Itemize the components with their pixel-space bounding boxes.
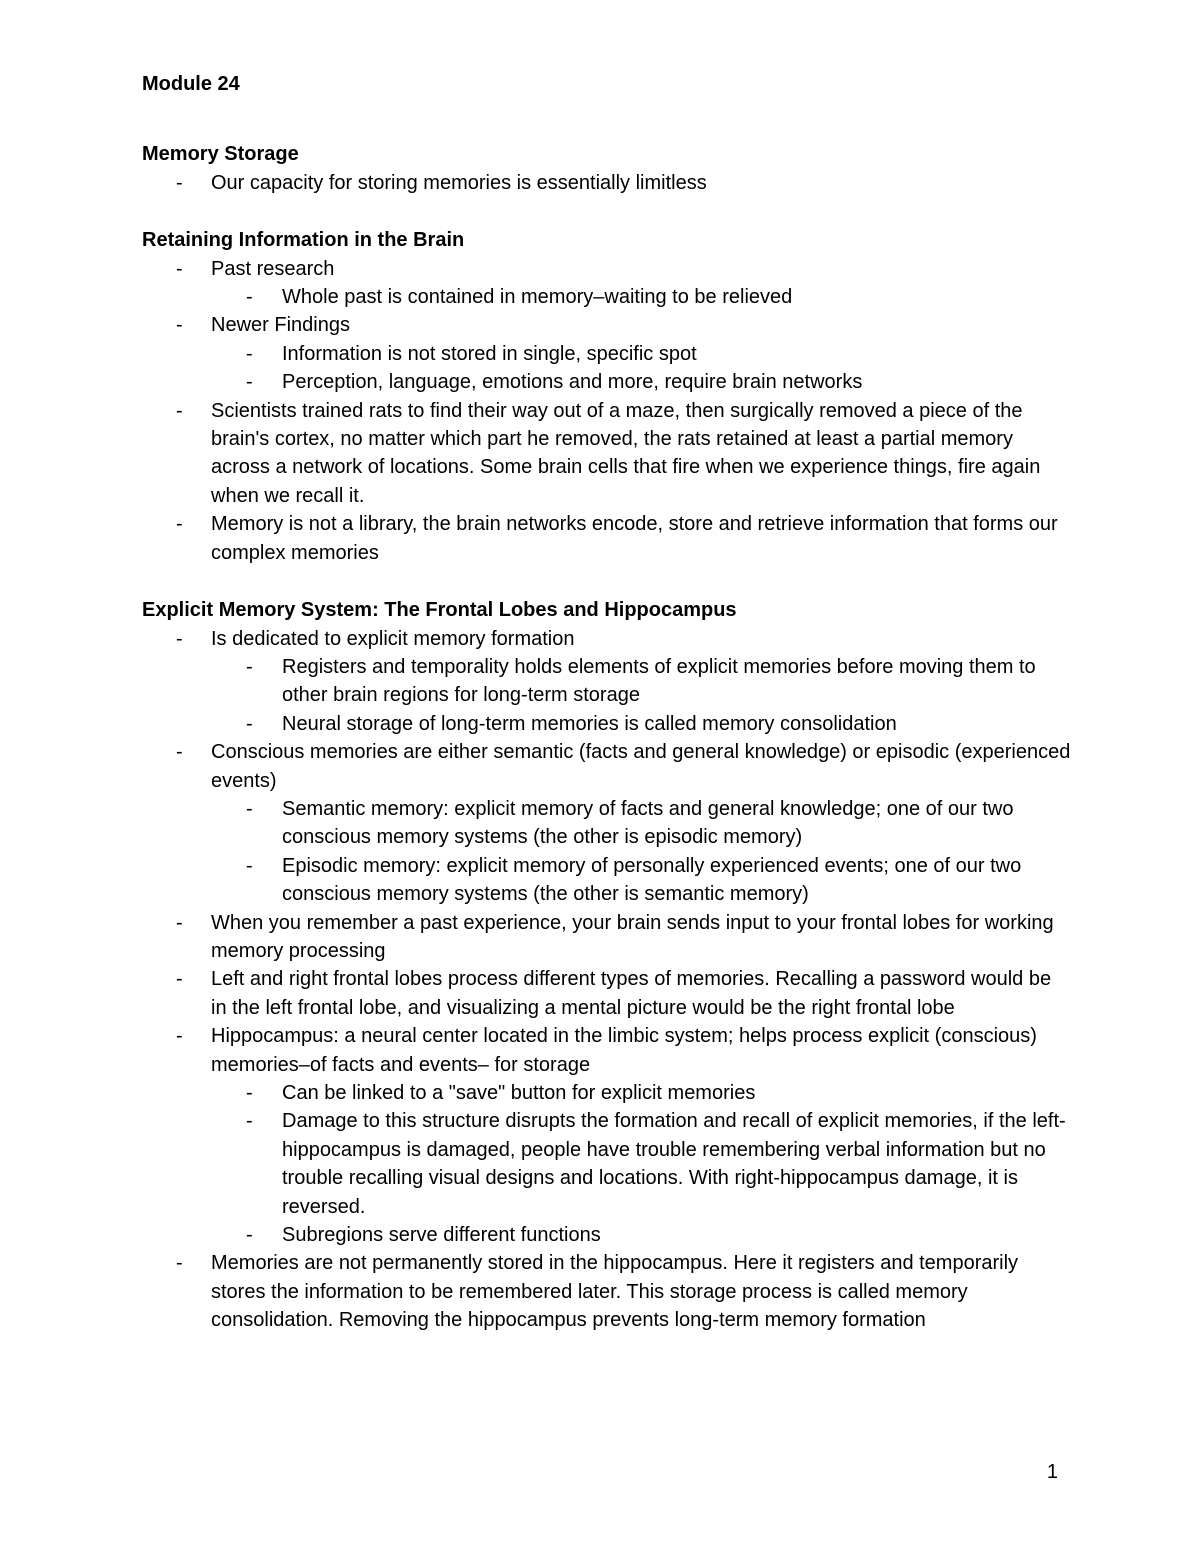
list-item [142, 397, 1072, 511]
section-heading: Retaining Information in the Brain [142, 229, 465, 252]
list-item [142, 625, 1072, 739]
list-item [142, 965, 1072, 1022]
section-heading: Memory Storage [142, 143, 299, 166]
bullet-list [142, 255, 1072, 567]
sub-list-item-text: Whole past is contained in memory–waiting to be relieved [282, 286, 793, 309]
section-retaining-information [142, 226, 1072, 567]
sub-list-item-text: Episodic memory: explicit memory of personally experienced events; one of our two conscious memory systems (the other is semantic memory) [282, 854, 1022, 906]
sub-list-item [211, 710, 1072, 738]
sub-list-item [211, 852, 1072, 909]
sub-list-item-text: Information is not stored in single, specific spot [282, 342, 697, 365]
list-item [142, 909, 1072, 966]
sub-bullet-list [211, 795, 1072, 909]
bullet-list [142, 625, 1072, 1335]
list-item-text: Memory is not a library, the brain networks encode, store and retrieve information that forms our complex memories [211, 513, 1058, 564]
sub-list-item [211, 283, 1072, 311]
section-heading: Explicit Memory System: The Frontal Lobes and Hippocampus [142, 599, 737, 622]
list-item-text: Our capacity for storing memories is essentially limitless [211, 171, 707, 194]
sub-list-item [211, 1079, 1072, 1107]
list-item [142, 1022, 1072, 1249]
module-title: Module 24 [142, 73, 240, 95]
list-item-text: Hippocampus: a neural center located in the limbic system; helps process explicit (conscious) memories–of facts and events– for storage [211, 1025, 1037, 1076]
sub-list-item [211, 653, 1072, 710]
list-item [142, 738, 1072, 908]
sub-list-item-text: Semantic memory: explicit memory of facts and general knowledge; one of our two conscious memory systems (the other is episodic memory) [282, 797, 1014, 849]
list-item-text: Scientists trained rats to find their way out of a maze, then surgically removed a piece of the brain's cortex, no matter which part he removed, the rats retained at least a partial memory across a network of locations. Some brain cells that fire when we experience things, fire again when we recall it. [211, 399, 1041, 507]
sub-bullet-list [211, 1079, 1072, 1249]
sub-list-item [211, 1221, 1072, 1249]
sub-bullet-list [211, 340, 1072, 397]
sub-list-item-text: Subregions serve different functions [282, 1224, 601, 1247]
list-item [142, 510, 1072, 567]
list-item [142, 1249, 1072, 1334]
list-item [142, 255, 1072, 312]
sub-list-item [211, 1107, 1072, 1221]
list-item [142, 169, 1072, 197]
bullet-list [142, 169, 1072, 197]
sub-list-item-text: Neural storage of long-term memories is called memory consolidation [282, 712, 897, 735]
sub-list-item-text: Registers and temporality holds elements of explicit memories before moving them to other brain regions for long-term storage [282, 655, 1036, 707]
sub-list-item [211, 795, 1072, 852]
section-explicit-memory-system [142, 596, 1072, 1335]
page-number: 1 [1046, 1461, 1058, 1483]
list-item-text: Is dedicated to explicit memory formation [211, 627, 575, 650]
sub-list-item-text: Can be linked to a "save" button for explicit memories [282, 1082, 756, 1104]
list-item-text: Left and right frontal lobes process different types of memories. Recalling a password would be in the left frontal lobe, and visualizing a mental picture would be the right frontal lobe [211, 968, 1052, 1019]
sub-bullet-list [211, 283, 1072, 311]
list-item-text: Newer Findings [211, 314, 350, 337]
sub-list-item-text: Damage to this structure disrupts the formation and recall of explicit memories, if the left-hippocampus is damaged, people have trouble remembering verbal information but no trouble recalling visual designs and locations. With right-hippocampus damage, it is reversed. [282, 1110, 1066, 1218]
sub-list-item-text: Perception, language, emotions and more, require brain networks [282, 371, 863, 394]
sub-list-item [211, 368, 1072, 396]
list-item-text: Past research [211, 257, 335, 280]
sub-list-item [211, 340, 1072, 368]
document-page [142, 70, 1072, 1364]
list-item-text: Conscious memories are either semantic (facts and general knowledge) or episodic (experienced events) [211, 741, 1071, 792]
list-item-text: Memories are not permanently stored in the hippocampus. Here it registers and temporarily stores the information to be remembered later. This storage process is called memory consolidation. Removing the hippocampus prevents long-term memory formation [211, 1252, 1019, 1332]
sub-bullet-list [211, 653, 1072, 738]
list-item-text: When you remember a past experience, your brain sends input to your frontal lobes for working memory processing [211, 911, 1054, 962]
section-memory-storage [142, 140, 1072, 197]
list-item [142, 311, 1072, 396]
